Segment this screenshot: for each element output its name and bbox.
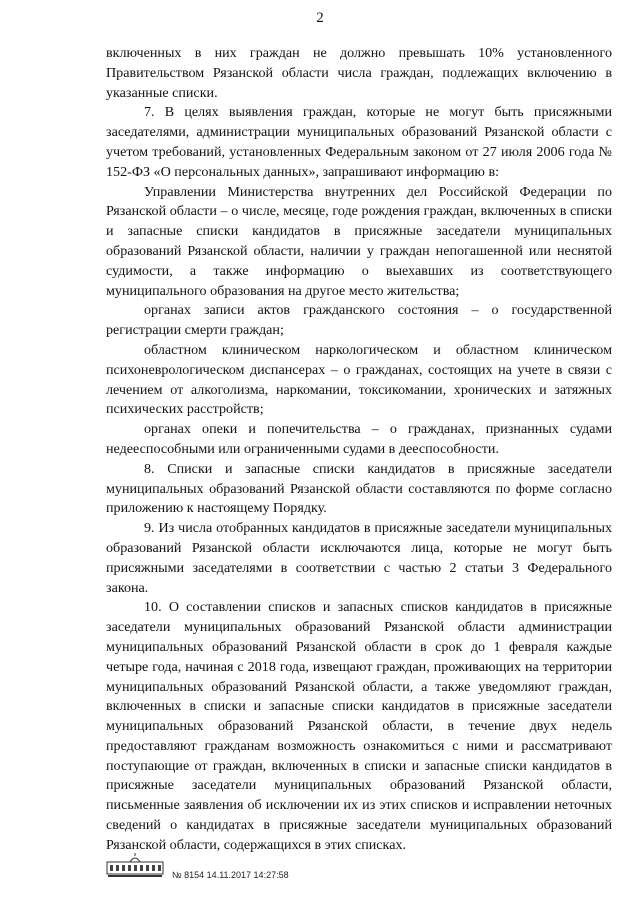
document-registration-mark: № 8154 14.11.2017 14:27:58 [172, 870, 289, 880]
paragraph-item-9: 9. Из числа отобранных кандидатов в присяжные заседатели муниципальных образований Рязанской области исключаются лица, которые не могут быть присяжными заседателями в соответствии с частью 2 статьи 3 Федерального закона. [106, 520, 612, 596]
page-number: 2 [316, 10, 324, 26]
document-body [106, 44, 612, 856]
paragraph-mvd: Управлении Министерства внутренних дел Российской Федерации по Рязанской области – о числе, месяце, годе рождения граждан, включенных в списки и запасные списки кандидатов в присяжные заседатели муниципальных образований Рязанской области, наличии у граждан непогашенной или неснятой судимости, а также информацию о выехавших из соответствующего муниципального образования на другое место жительства; [106, 183, 612, 299]
paragraph-continuation: включенных в них граждан не должно превышать 10% установленного Правительством Рязанской области числа граждан, подлежащих включению в указанные списки. [106, 45, 612, 101]
paragraph-guardianship: органах опеки и попечительства – о гражданах, признанных судами недееспособными или ограниченными судами в дееспособности. [106, 421, 612, 457]
paragraph-zags: органах записи актов гражданского состояния – о государственной регистрации смерти граждан; [106, 302, 612, 339]
document-footer [106, 852, 506, 892]
paragraph-item-10: 10. О составлении списков и запасных списков кандидатов в присяжные заседатели муниципальных образований Рязанской области администрации муниципальных образований Рязанской области в срок до 1 февраля каждые четыре года, начиная с 2018 года, извещают граждан, проживающих на территории муниципальных образований Рязанской области, а также уведомляют граждан, включенных в списки и запасные списки кандидатов в присяжные заседатели муниципальных образований Рязанской области, в течение двух недель предоставляют гражданам возможность ознакомиться с ними и рассматривают поступающие от граждан, включенных в списки и запасные списки кандидатов в присяжные заседатели муниципальных образований Рязанской области, письменные заявления об исключении их из этих списков и исправлении неточных сведений о кандидатах в присяжные заседатели муниципальных образований Рязанской области, содержащихся в этих списках. [106, 599, 612, 853]
paragraph-item-7: 7. В целях выявления граждан, которые не могут быть присяжными заседателями, администрации муниципальных образований Рязанской области с учетом требований, установленных Федеральным законом от 27 июля 2006 года № 152-ФЗ «О персональных данных», запрашивают информацию в: [106, 104, 612, 180]
government-building-logo-icon [106, 852, 164, 878]
paragraph-item-8: 8. Списки и запасные списки кандидатов в присяжные заседатели муниципальных образований Рязанской области составляются по форме согласно приложению к настоящему Порядку. [106, 460, 612, 517]
paragraph-dispensary: областном клиническом наркологическом и областном клиническом психоневрологическом диспансерах – о гражданах, состоящих на учете в связи с лечением от алкоголизма, наркомании, токсикомании, хронических и затяжных психических расстройств; [106, 341, 612, 418]
